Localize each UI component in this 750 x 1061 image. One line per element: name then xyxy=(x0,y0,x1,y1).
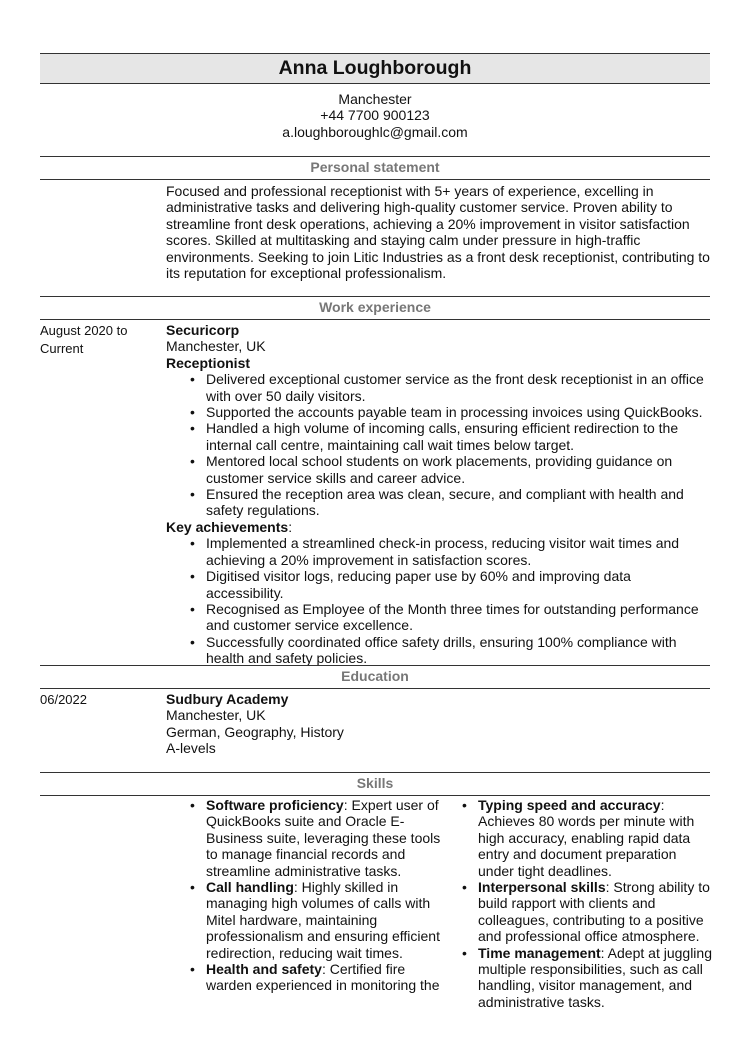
work-location: Manchester, UK xyxy=(166,338,266,355)
list-item: • Mentored local school students on work placements, providing guidance on customer service skills and career advice. xyxy=(166,453,711,486)
education-date: 06/2022 xyxy=(40,692,87,707)
list-item: • Handled a high volume of incoming calls, ensuring efficient redirection to the internal call centre, maintaining call wait times below target. xyxy=(166,420,711,453)
work-role: Receptionist xyxy=(166,354,251,371)
education-school: Sudbury Academy xyxy=(166,691,289,707)
achievements-heading: Key achievements: xyxy=(166,518,293,535)
skill-item xyxy=(166,961,448,994)
skill-desc: : Strong ability to build rapport with clients and colleagues, contributing to a positive and professional office atmosphere. xyxy=(478,879,710,945)
skill-item xyxy=(166,879,448,961)
education-location: Manchester, UK xyxy=(166,707,266,724)
skill-item xyxy=(438,879,714,945)
skills-column-1 xyxy=(166,797,448,994)
contact-block xyxy=(40,91,710,140)
skill-desc: : Achieves 80 words per minute with high accuracy, enabling rapid data entry and document preparation under tight deadlines. xyxy=(478,797,695,879)
list-item: • Supported the accounts payable team in processing invoices using QuickBooks. xyxy=(166,404,711,420)
skill-desc: : Adept at juggling multiple responsibilities, such as call handling, visitor management, and administrative tasks. xyxy=(478,944,712,1010)
skill-name: Software proficiency xyxy=(206,797,344,813)
list-item: • Ensured the reception area was clean, secure, and compliant with health and safety regulations. xyxy=(166,486,711,519)
work-dates xyxy=(40,322,160,358)
skill-item xyxy=(166,797,448,879)
section-heading-skills: Skills xyxy=(40,772,710,796)
skill-item xyxy=(438,945,714,1011)
work-date-start: August 2020 to xyxy=(40,323,128,338)
skill-name: Interpersonal skills xyxy=(478,879,606,896)
skill-desc: : Expert user of QuickBooks suite and Oracle E-Business suite, leveraging these tools to manage financial records and streamline administrative tasks. xyxy=(206,797,441,879)
skill-item xyxy=(438,797,714,879)
work-duties-list xyxy=(166,371,711,519)
work-entry xyxy=(166,322,711,667)
education-level: A-levels xyxy=(166,740,216,757)
section-heading-personal-statement: Personal statement xyxy=(40,156,710,180)
skill-desc: : Certified fire warden experienced in monitoring the xyxy=(206,961,440,994)
list-item: • Delivered exceptional customer service as the front desk receptionist in an office with over 50 daily visitors. xyxy=(166,371,711,404)
contact-email: a.loughboroughlc@gmail.com xyxy=(282,123,468,140)
list-item: • Implemented a streamlined check-in process, reducing visitor wait times and achieving a 20% improvement in satisfaction scores. xyxy=(166,535,711,568)
skill-name: Call handling xyxy=(206,879,294,896)
skill-name: Health and safety xyxy=(206,961,322,978)
section-heading-work-experience: Work experience xyxy=(40,296,710,320)
section-heading-education: Education xyxy=(40,665,710,689)
achievements-list xyxy=(166,535,711,666)
list-item: • Digitised visitor logs, reducing paper use by 60% and improving data accessibility. xyxy=(166,568,711,601)
personal-statement-text: Focused and professional receptionist with 5+ years of experience, excelling in administrative tasks and delivering high-quality customer service. Proven ability to streamline front desk operations, achieving a 20% improvement in visitor satisfaction scores. Skilled at multitasking and staying calm under pressure in high-traffic environments. Seeking to join Litic Industries as a front desk receptionist, contributing to its reputation for exceptional professionalism. xyxy=(166,183,710,282)
skills-column-2 xyxy=(438,797,714,1010)
skill-name: Typing speed and accuracy xyxy=(478,797,661,813)
candidate-name: Anna Loughborough xyxy=(40,53,710,84)
contact-city: Manchester xyxy=(338,91,412,107)
education-entry xyxy=(166,691,711,757)
contact-phone: +44 7700 900123 xyxy=(320,107,430,124)
work-company: Securicorp xyxy=(166,322,240,338)
skill-name: Time management xyxy=(478,944,601,961)
achievements-label: Key achievements xyxy=(166,518,289,535)
work-date-end: Current xyxy=(40,341,84,356)
education-subjects: German, Geography, History xyxy=(166,723,344,740)
skill-desc: : Highly skilled in managing high volumes of calls with Mitel hardware, maintaining professionalism and ensuring efficient redirection, reducing wait times. xyxy=(206,879,440,961)
list-item: • Recognised as Employee of the Month three times for outstanding performance and customer service excellence. xyxy=(166,601,711,634)
list-item: • Successfully coordinated office safety drills, ensuring 100% compliance with health and safety policies. xyxy=(166,634,711,667)
